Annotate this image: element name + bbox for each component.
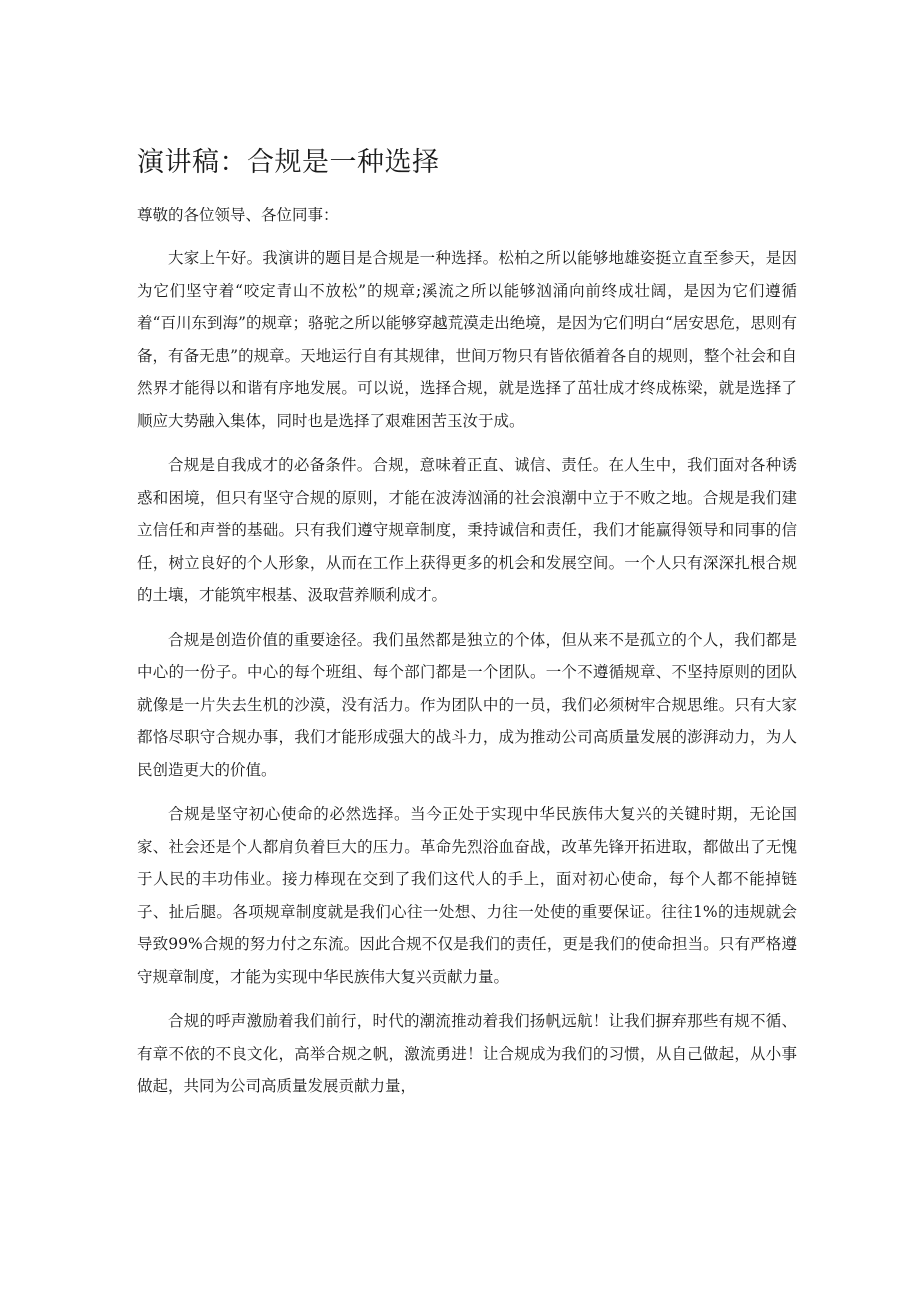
document-title: 演讲稿：合规是一种选择: [137, 147, 440, 178]
salutation: 尊敬的各位领导、各位同事：: [137, 206, 339, 224]
paragraph-intro: 大家上午好。我演讲的题目是合规是一种选择。松柏之所以能够地雄姿挺立直至参天，是因为它们坚守着“咬定青山不放松”的规章;溪流之所以能够汹涌向前终成壮阔，是因为它们遵循着“百川东到海”的规章；骆驼之所以能够穿越荒漠走出绝境，是因为它们明白“居安思危，思则有备，有备无患”的规章。天地运行自有其规律，世间万物只有皆依循着各自的规则，整个社会和自然界才能得以和谐有序地发展。可以说，选择合规，就是选择了茁壮成才终成栋梁，就是选择了顺应大势融入集体，同时也是选择了艰难困苦玉汝于成。: [137, 249, 797, 430]
paragraph-closing: 合规的呼声激励着我们前行，时代的潮流推动着我们扬帆远航！让我们摒弃那些有规不循、有章不依的不良文化，高举合规之帆，激流勇进！让合规成为我们的习惯，从自己做起，从小事做起，共同为公司高质量发展贡献力量，: [137, 1012, 797, 1095]
paragraph-self-growth: 合规是自我成才的必备条件。合规，意味着正直、诚信、责任。在人生中，我们面对各种诱惑和困境，但只有坚守合规的原则，才能在波涛汹涌的社会浪潮中立于不败之地。合规是我们建立信任和声誉的基础。只有我们遵守规章制度，秉持诚信和责任，我们才能赢得领导和同事的信任，树立良好的个人形象，从而在工作上获得更多的机会和发展空间。一个人只有深深扎根合规的土壤，才能筑牢根基、汲取营养顺利成才。: [137, 456, 797, 604]
paragraph-create-value: 合规是创造价值的重要途径。我们虽然都是独立的个体，但从来不是孤立的个人，我们都是中心的一份子。中心的每个班组、每个部门都是一个团队。一个不遵循规章、不坚持原则的团队就像是一片失去生机的沙漠，没有活力。作为团队中的一员，我们必须树牢合规思维。只有大家都恪尽职守合规办事，我们才能形成强大的战斗力，成为推动公司高质量发展的澎湃动力，为人民创造更大的价值。: [137, 630, 797, 779]
document-body: [137, 140, 797, 1103]
paragraph-mission: 合规是坚守初心使命的必然选择。当今正处于实现中华民族伟大复兴的关键时期，无论国家、社会还是个人都肩负着巨大的压力。革命先烈浴血奋战，改革先锋开拓进取，都做出了无愧于人民的丰功伟业。接力棒现在交到了我们这代人的手上，面对初心使命，每个人都不能掉链子、扯后腿。各项规章制度就是我们心往一处想、力往一处使的重要保证。往往1%的违规就会导致99%合规的努力付之东流。因此合规不仅是我们的责任，更是我们的使命担当。只有严格遵守规章制度，才能为实现中华民族伟大复兴贡献力量。: [137, 805, 797, 986]
